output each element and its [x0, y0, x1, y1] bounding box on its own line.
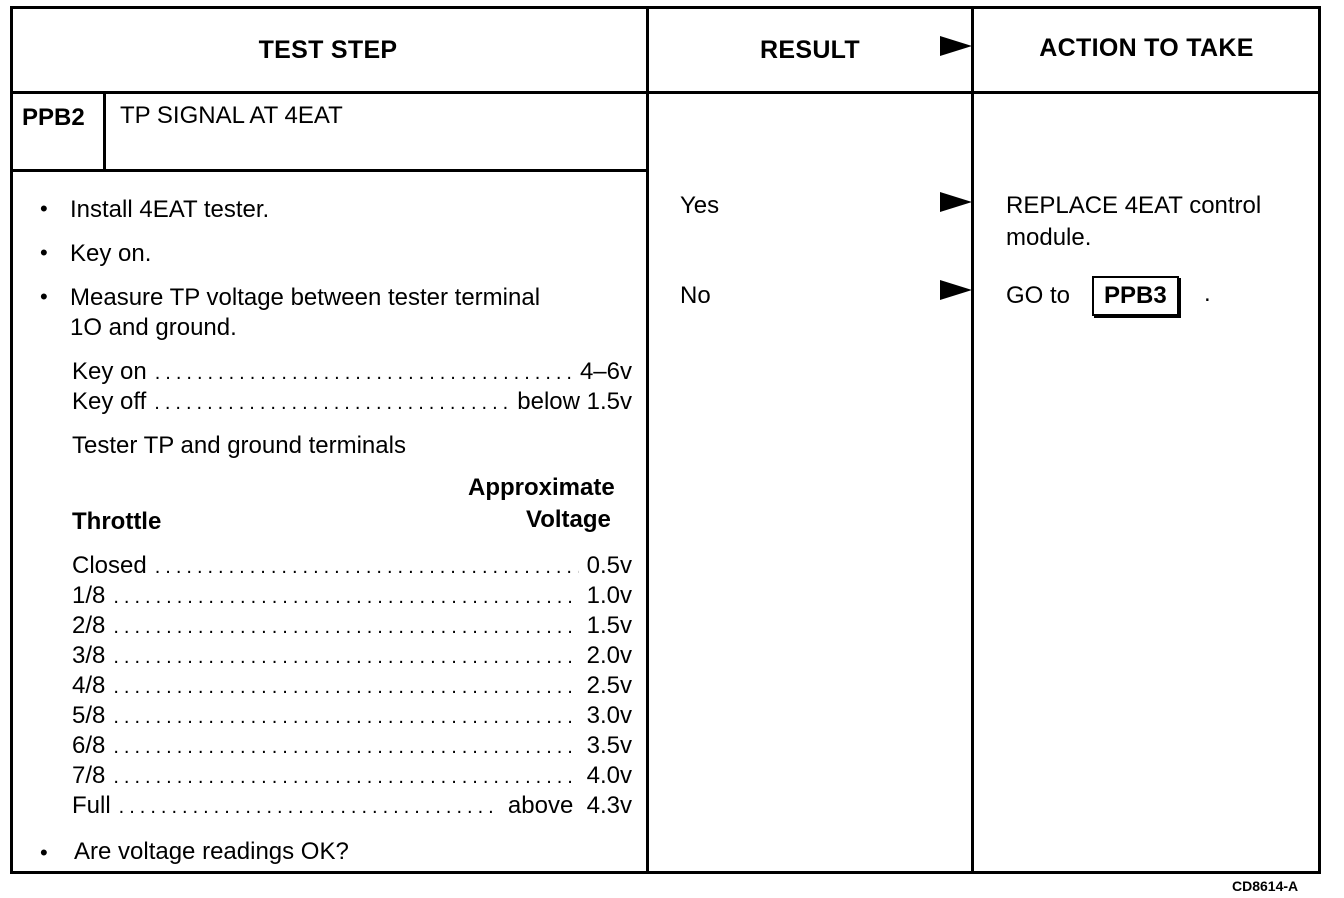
- throttle-row: [72, 612, 632, 640]
- result-arrow-icon: [940, 192, 972, 212]
- throttle-voltage: 2.0v: [586, 642, 632, 669]
- throttle-voltage: 3.5v: [586, 732, 632, 759]
- instruction-1: Install 4EAT tester.: [70, 196, 270, 223]
- throttle-voltage: 4.0v: [586, 762, 632, 789]
- action-yes-line2: module.: [1006, 224, 1092, 251]
- throttle-col-header: Throttle: [72, 508, 162, 535]
- header-divider: [10, 91, 1321, 94]
- bullet-icon: •: [40, 284, 48, 309]
- result-arrow-icon: [940, 280, 972, 300]
- throttle-label: 4/8: [72, 672, 106, 699]
- throttle-label: Closed: [72, 552, 147, 579]
- key-reading-label: Key on: [72, 358, 147, 385]
- table-top-border: [10, 6, 1321, 9]
- throttle-label: 1/8: [72, 582, 106, 609]
- instruction-2: Key on.: [70, 240, 152, 267]
- result-yes: Yes: [680, 192, 720, 219]
- throttle-row: [72, 672, 632, 700]
- throttle-voltage: 1.5v: [586, 612, 632, 639]
- bullet-icon: •: [40, 840, 48, 865]
- throttle-label: 3/8: [72, 642, 106, 669]
- throttle-row: [72, 702, 632, 730]
- key-reading-value: below 1.5v: [517, 388, 632, 415]
- header-test-step: TEST STEP: [258, 36, 398, 64]
- action-no-target-ref[interactable]: PPB3: [1092, 276, 1179, 316]
- leader-dots: [113, 586, 578, 609]
- throttle-voltage: above 4.3v: [507, 792, 632, 819]
- table-right-border: [1318, 6, 1321, 874]
- result-no: No: [680, 282, 711, 309]
- key-reading-row: [72, 388, 632, 416]
- throttle-label: 5/8: [72, 702, 106, 729]
- action-no-prefix: GO to: [1006, 282, 1071, 309]
- bullet-icon: •: [40, 196, 48, 221]
- throttle-voltage: 1.0v: [586, 582, 632, 609]
- voltage-col-header-line1: Approximate: [468, 474, 615, 501]
- column-divider-2: [971, 6, 974, 874]
- action-no-suffix: .: [1204, 280, 1211, 307]
- step-code: PPB2: [22, 104, 85, 131]
- table-bottom-border: [10, 871, 1321, 874]
- step-title: TP SIGNAL AT 4EAT: [120, 102, 343, 129]
- bullet-icon: •: [40, 240, 48, 265]
- leader-dots: [154, 392, 509, 415]
- table-left-border: [10, 6, 13, 874]
- header-result: RESULT: [760, 36, 860, 64]
- leader-dots: [113, 736, 578, 759]
- throttle-label: 7/8: [72, 762, 106, 789]
- leader-dots: [113, 766, 578, 789]
- throttle-label: 2/8: [72, 612, 106, 639]
- instruction-3-line2: 1O and ground.: [70, 314, 237, 341]
- throttle-row: [72, 642, 632, 670]
- leader-dots: [119, 796, 500, 819]
- leader-dots: [113, 646, 578, 669]
- leader-dots: [113, 616, 578, 639]
- column-divider-1: [646, 6, 649, 874]
- key-reading-value: 4–6v: [579, 358, 632, 385]
- step-code-divider: [103, 91, 106, 171]
- tester-note: Tester TP and ground terminals: [72, 432, 406, 459]
- header-arrow-icon: [940, 36, 972, 56]
- figure-code: CD8614-A: [1232, 878, 1299, 894]
- key-reading-row: [72, 358, 632, 386]
- throttle-voltage: 0.5v: [586, 552, 632, 579]
- instruction-4: Are voltage readings OK?: [74, 838, 349, 865]
- leader-dots: [155, 362, 572, 385]
- throttle-label: Full: [72, 792, 111, 819]
- leader-dots: [113, 676, 578, 699]
- throttle-row: [72, 732, 632, 760]
- header-action: ACTION TO TAKE: [1039, 34, 1254, 62]
- key-reading-label: Key off: [72, 388, 147, 415]
- leader-dots: [155, 556, 579, 579]
- throttle-row: [72, 792, 632, 820]
- leader-dots: [113, 706, 578, 729]
- throttle-voltage: 2.5v: [586, 672, 632, 699]
- throttle-voltage: 3.0v: [586, 702, 632, 729]
- throttle-label: 6/8: [72, 732, 106, 759]
- throttle-row: [72, 582, 632, 610]
- action-yes-line1: REPLACE 4EAT control: [1006, 192, 1262, 219]
- voltage-col-header-line2: Voltage: [526, 506, 611, 533]
- throttle-row: [72, 762, 632, 790]
- throttle-row: [72, 552, 632, 580]
- instruction-3-line1: Measure TP voltage between tester terminal: [70, 284, 541, 311]
